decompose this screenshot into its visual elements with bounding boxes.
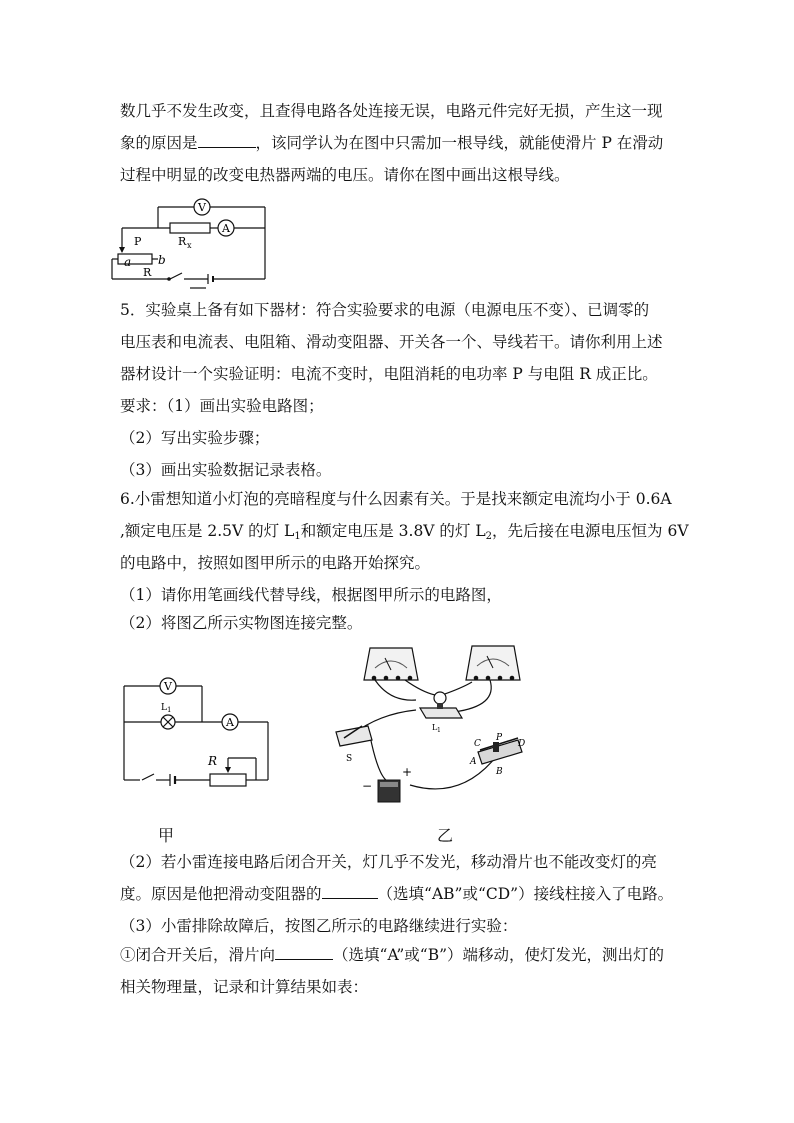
p4-line-2-end: ，该同学认为在图中只需加一根导线，就能使滑片 P 在滑动: [255, 134, 664, 152]
ammeter-label: A: [222, 222, 230, 235]
q6-line-9: [120, 945, 664, 965]
q6-line-7-start: 度。原因是他把滑动变阻器的: [120, 885, 322, 903]
q6-line-3: 的电路中，按照如图甲所示的电路开始探究。: [120, 554, 431, 572]
battery-device-icon: [378, 780, 400, 802]
yi-minus-label: −: [362, 779, 373, 793]
jia-lamp-label: L: [161, 703, 167, 713]
rheostat-r-label: R: [143, 266, 152, 279]
yi-terminal-a-label: A: [470, 757, 477, 767]
jia-lamp-subscript: 1: [167, 706, 172, 714]
q5-line-6: （3）画出实验数据记录表格。: [120, 461, 332, 479]
rheostat-slider-icon: [225, 767, 231, 773]
q6-line-7: [120, 884, 673, 904]
q6-line-10: 相关物理量，记录和计算结果如表：: [120, 978, 369, 996]
q5-line-3: 器材设计一个实验证明：电流不变时，电阻消耗的电功率 P 与电阻 R 成正比。: [120, 365, 658, 383]
slider-arrow-icon: [119, 247, 125, 253]
q6-line-9-end: （选填“A”或“B”）端移动，使灯发光，测出灯的: [333, 946, 665, 964]
answer-blank-2[interactable]: [322, 884, 378, 899]
circuit-diagram-jia: [118, 672, 278, 792]
q6-line-1: 6.小雷想知道小灯泡的亮暗程度与什么因素有关。于是找来额定电流均小于 0.6A: [120, 490, 672, 508]
q6-line-7-end: （选填“AB”或“CD”）接线柱接入了电路。: [377, 885, 674, 903]
circuit-diagram-1: [110, 195, 280, 295]
switch-device-icon: [336, 726, 372, 746]
p4-line-3: 过程中明显的改变电热器两端的电压。请你在图中画出这根导线。: [120, 166, 570, 184]
q6-line-2-b: 和额定电压是 3.8V 的灯 L: [300, 522, 486, 540]
yi-terminal-d-label: D: [518, 739, 526, 749]
yi-terminal-c-label: C: [474, 739, 481, 749]
yi-slider-p-label: P: [496, 733, 503, 743]
jia-ammeter-label: A: [226, 716, 234, 729]
figure-jia-caption: 甲: [158, 826, 175, 845]
jia-rheostat-label: R: [208, 754, 218, 768]
p4-line-2-start: 象的原因是: [120, 134, 198, 152]
q6-line-2-c: ，先后接在电源电压恒为 6V: [492, 522, 689, 540]
q6-line-9-start: ①闭合开关后，滑片向: [120, 946, 276, 964]
p4-line-1: 数几乎不发生改变，且查得电路各处连接无误，电路元件完好无损，产生这一现: [120, 102, 663, 120]
yi-lamp-label: L: [432, 723, 438, 732]
q6-line-5: （2）将图乙所示实物图连接完整。: [120, 614, 363, 632]
apparatus-diagram-yi: [330, 640, 530, 815]
yi-switch-label: S: [346, 754, 353, 764]
voltmeter-label: V: [198, 201, 206, 214]
answer-blank-1[interactable]: [198, 133, 256, 148]
rx-subscript: x: [187, 241, 192, 250]
terminal-a-label: a: [124, 255, 132, 269]
ammeter-device-icon: [364, 648, 418, 680]
slider-p-label: P: [134, 235, 142, 248]
bulb-device-icon: [420, 692, 462, 718]
q5-line-5: （2）写出实验步骤；: [120, 429, 270, 447]
yi-terminal-b-label: B: [496, 767, 503, 777]
q6-l2-subscript: 2: [485, 531, 493, 542]
terminal-b-label: b: [158, 253, 166, 267]
yi-lamp-subscript: 1: [437, 727, 441, 734]
q5-line-1: 5．实验桌上备有如下器材：符合实验要求的电源（电源电压不变）、已调零的: [120, 301, 650, 319]
q6-l1-subscript: 1: [294, 531, 301, 542]
p4-line-2: [120, 133, 663, 153]
q6-line-2: [120, 521, 689, 541]
q6-line-2-a: ,额定电压是 2.5V 的灯 L: [120, 522, 295, 540]
rx-label: R: [178, 235, 187, 248]
voltmeter-device-icon: [466, 646, 520, 680]
q5-line-2: 电压表和电流表、电阻箱、滑动变阻器、开关各一个、导线若干。请你利用上述: [120, 333, 663, 351]
q6-line-6: （2）若小雷连接电路后闭合开关，灯几乎不发光，移动滑片也不能改变灯的亮: [120, 853, 657, 871]
yi-plus-label: +: [402, 765, 413, 779]
q5-line-4: 要求：（1）画出实验电路图；: [120, 397, 324, 415]
answer-blank-3[interactable]: [275, 945, 333, 960]
q6-line-8: （3）小雷排除故障后，按图乙所示的电路继续进行实验：: [120, 917, 518, 935]
jia-voltmeter-label: V: [164, 680, 172, 693]
figure-yi-caption: 乙: [437, 826, 454, 845]
q6-line-4: （1）请你用笔画线代替导线，根据图甲所示的电路图，: [120, 586, 502, 604]
